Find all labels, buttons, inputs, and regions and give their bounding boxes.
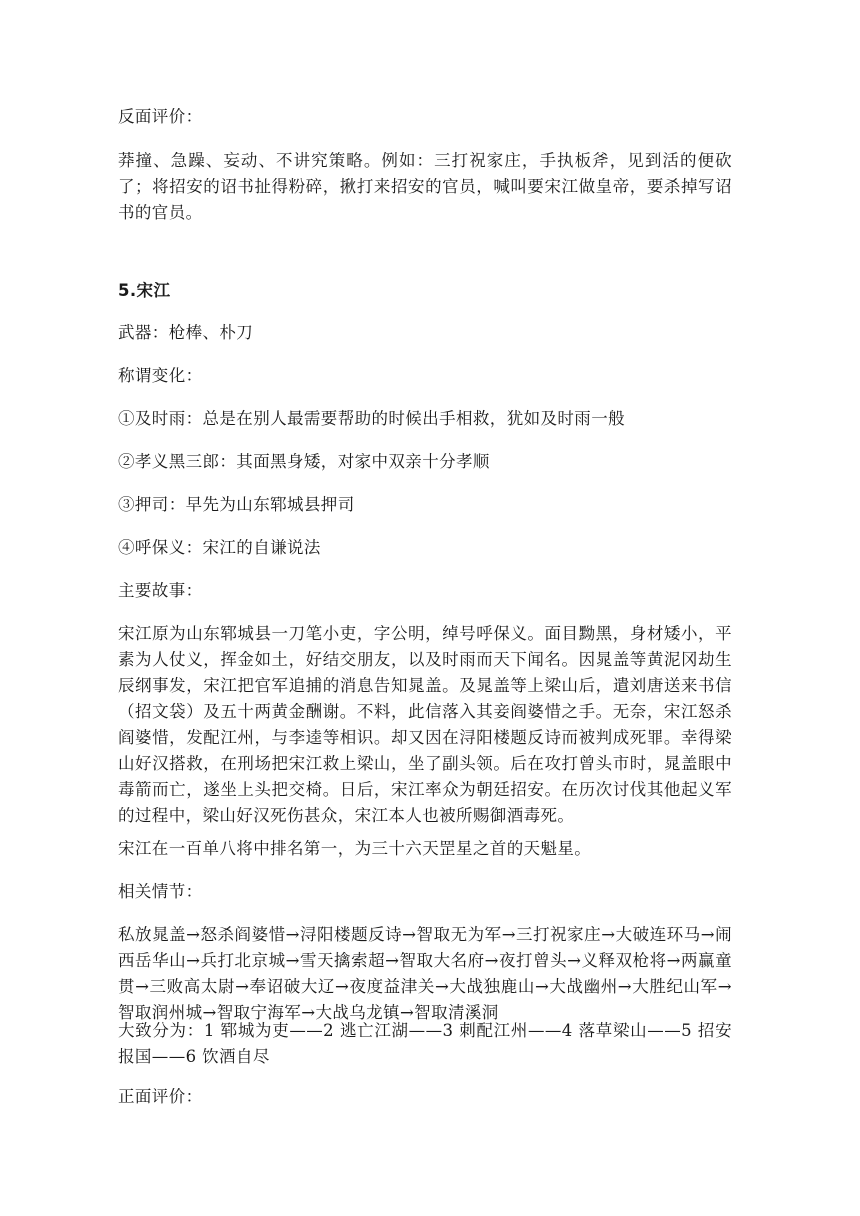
title-item: ②孝义黑三郎：其面黑身矮，对家中双亲十分孝顺 [118, 452, 490, 471]
plots-text: 私放晁盖→怒杀阎婆惜→浔阳楼题反诗→智取无为军→三打祝家庄→大破连环马→闹西岳华山→兵打北京城→雪天擒索超→智取大名府→夜打曾头→义释双枪将→两赢童贯→三败高太尉→奉诏破大辽→夜度益津关→大战独鹿山→大战幽州→大胜纪山军→智取润州城→智取宁海军→大战乌龙镇→智取清溪洞 [118, 925, 732, 1022]
plots-label: 相关情节： [118, 882, 203, 901]
rank-text: 宋江在一百单八将中排名第一，为三十六天罡星之首的天魁星。 [118, 839, 592, 858]
story-label: 主要故事： [118, 581, 203, 600]
phases-text: 大致分为：1 郓城为吏——2 逃亡江湖——3 刺配江州——4 落草梁山——5 招安报国——6 饮酒自尽 [118, 1021, 732, 1066]
weapons-line: 武器：枪棒、朴刀 [118, 323, 254, 342]
section-heading: 5.宋江 [118, 281, 171, 300]
title-item: ①及时雨：总是在别人最需要帮助的时候出手相救，犹如及时雨一般 [118, 409, 625, 428]
titles-label: 称谓变化： [118, 366, 203, 385]
negative-review-text: 莽撞、急躁、妄动、不讲究策略。例如：三打祝家庄，手执板斧，见到活的便砍了；将招安的诏书扯得粉碎，揪打来招安的官员，喊叫要宋江做皇帝，要杀掉写诏书的官员。 [118, 151, 732, 222]
story-text: 宋江原为山东郓城县一刀笔小吏，字公明，绰号呼保义。面目黝黑，身材矮小，平素为人仗义，挥金如土，好结交朋友，以及时雨而天下闻名。因晁盖等黄泥冈劫生辰纲事发，宋江把官军追捕的消息告知晁盖。及晁盖等上梁山后，遣刘唐送来书信（招文袋）及五十两黄金酬谢。不料，此信落入其妾阎婆惜之手。无奈，宋江怒杀阎婆惜，发配江州，与李逵等相识。却又因在浔阳楼题反诗而被判成死罪。幸得梁山好汉搭救，在刑场把宋江救上梁山，坐了副头领。后在攻打曾头市时，晁盖眼中毒箭而亡，遂坐上头把交椅。日后，宋江率众为朝廷招安。在历次讨伐其他起义军的过程中，梁山好汉死伤甚众，宋江本人也被所赐御酒毒死。 [118, 624, 732, 825]
title-item: ④呼保义：宋江的自谦说法 [118, 538, 321, 557]
positive-review-label: 正面评价： [118, 1087, 203, 1106]
title-item: ③押司：早先为山东郓城县押司 [118, 495, 355, 514]
negative-review-label: 反面评价： [118, 107, 203, 126]
